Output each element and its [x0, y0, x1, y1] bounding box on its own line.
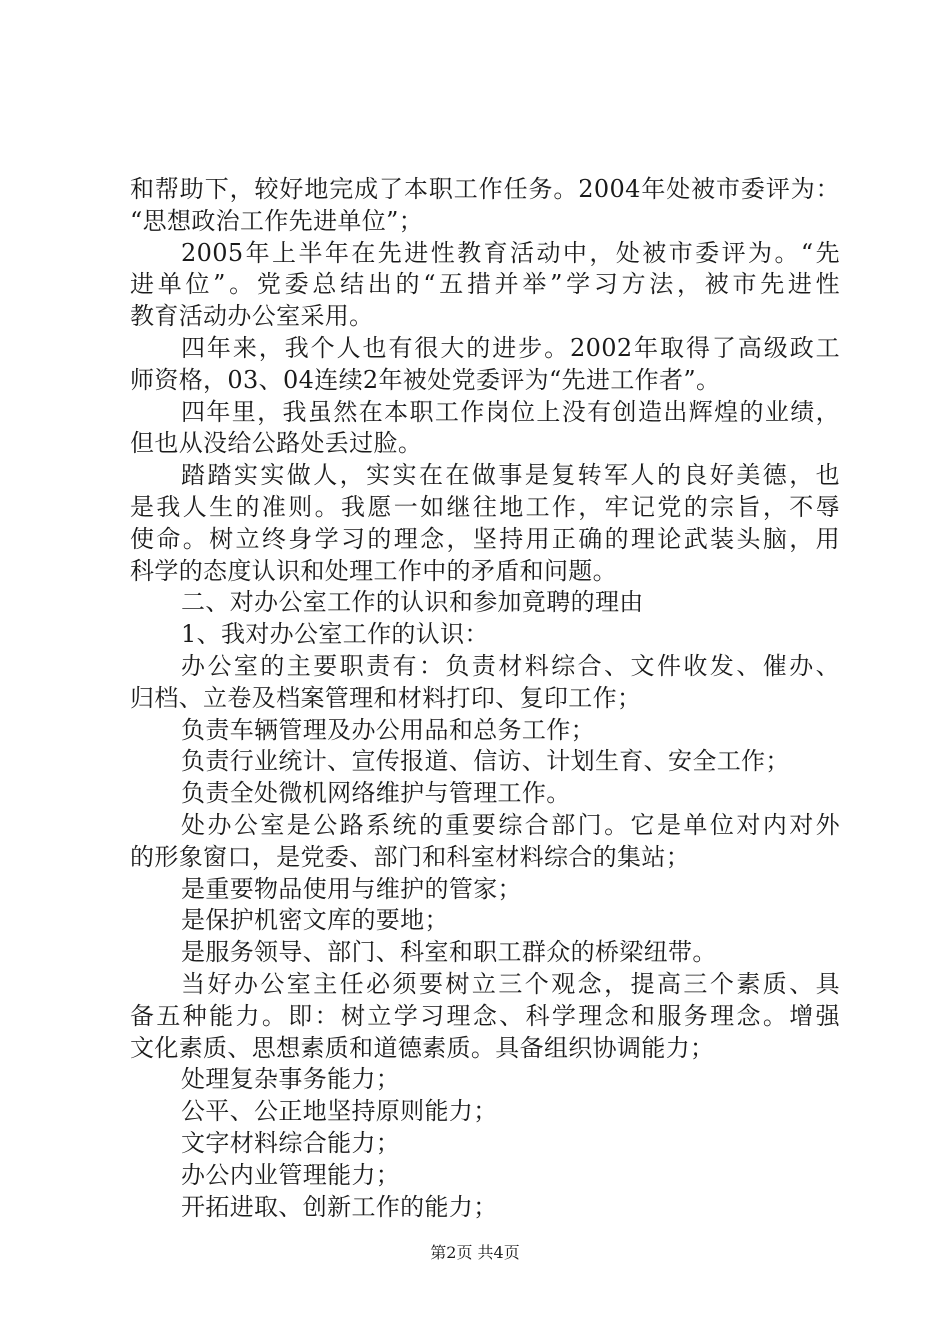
text-line: 负责行业统计、宣传报道、信访、计划生育、安全工作；	[181, 747, 790, 776]
text-line: 开拓进取、创新工作的能力；	[181, 1192, 498, 1221]
text-line: 负责全处微机网络维护与管理工作。	[181, 779, 571, 808]
text-line: 备五种能力。即：树立学习理念、科学理念和服务理念。增强	[130, 1001, 840, 1030]
text-line: “思想政治工作先进单位”；	[130, 206, 424, 235]
text-line: 文字材料综合能力；	[181, 1128, 401, 1157]
text-line: 但也从没给公路处丢过脸。	[130, 429, 423, 458]
page-number: 第2页 共4页	[430, 1243, 520, 1262]
text-line: 师资格，03、04连续2年被处党委评为“先进工作者”。	[130, 365, 721, 394]
text-line: 当好办公室主任必须要树立三个观念，提高三个素质、具	[181, 969, 840, 998]
subsection-heading: 1、我对办公室工作的认识：	[181, 620, 489, 649]
text-line: 办公内业管理能力；	[181, 1160, 401, 1189]
text-line: 公平、公正地坚持原则能力；	[181, 1097, 498, 1126]
text-line: 处理复杂事务能力；	[181, 1065, 401, 1094]
text-line: 教育活动办公室采用。	[130, 302, 374, 331]
text-line: 和帮助下，较好地完成了本职工作任务。2004年处被市委评为：	[130, 175, 840, 203]
text-line: 负责车辆管理及办公用品和总务工作；	[181, 715, 595, 744]
text-line: 科学的态度认识和处理工作中的矛盾和问题。	[130, 556, 617, 585]
text-line: 踏踏实实做人，实实在在做事是复转军人的良好美德，也	[181, 461, 840, 490]
document-body	[130, 174, 840, 1223]
page-footer	[0, 1243, 950, 1263]
text-line: 是保护机密文库的要地；	[181, 906, 449, 935]
text-line: 使命。树立终身学习的理念，坚持用正确的理论武装头脑，用	[130, 524, 840, 553]
section-heading: 二、对办公室工作的认识和参加竟聘的理由	[181, 588, 644, 617]
text-line: 办公室的主要职责有：负责材料综合、文件收发、催办、	[181, 651, 840, 680]
text-line: 文化素质、思想素质和道德素质。具备组织协调能力；	[130, 1033, 715, 1062]
text-line: 四年来，我个人也有很大的进步。2002年取得了高级政工	[181, 333, 840, 362]
text-line: 进单位”。党委总结出的“五措并举”学习方法，被市先进性	[130, 270, 840, 299]
text-line: 处办公室是公路系统的重要综合部门。它是单位对内对外	[181, 810, 840, 839]
text-line: 的形象窗口，是党委、部门和科室材料综合的集站；	[130, 842, 691, 871]
text-line: 归档、立卷及档案管理和材料打印、复印工作；	[130, 683, 642, 712]
text-line: 2005年上半年在先进性教育活动中，处被市委评为。“先	[181, 238, 840, 267]
text-line: 是服务领导、部门、科室和职工群众的桥梁纽带。	[181, 938, 717, 967]
text-line: 四年里，我虽然在本职工作岗位上没有创造出辉煌的业绩，	[181, 397, 840, 426]
text-line: 是我人生的准则。我愿一如继往地工作，牢记党的宗旨，不辱	[130, 492, 840, 521]
text-line: 是重要物品使用与维护的管家；	[181, 874, 522, 903]
